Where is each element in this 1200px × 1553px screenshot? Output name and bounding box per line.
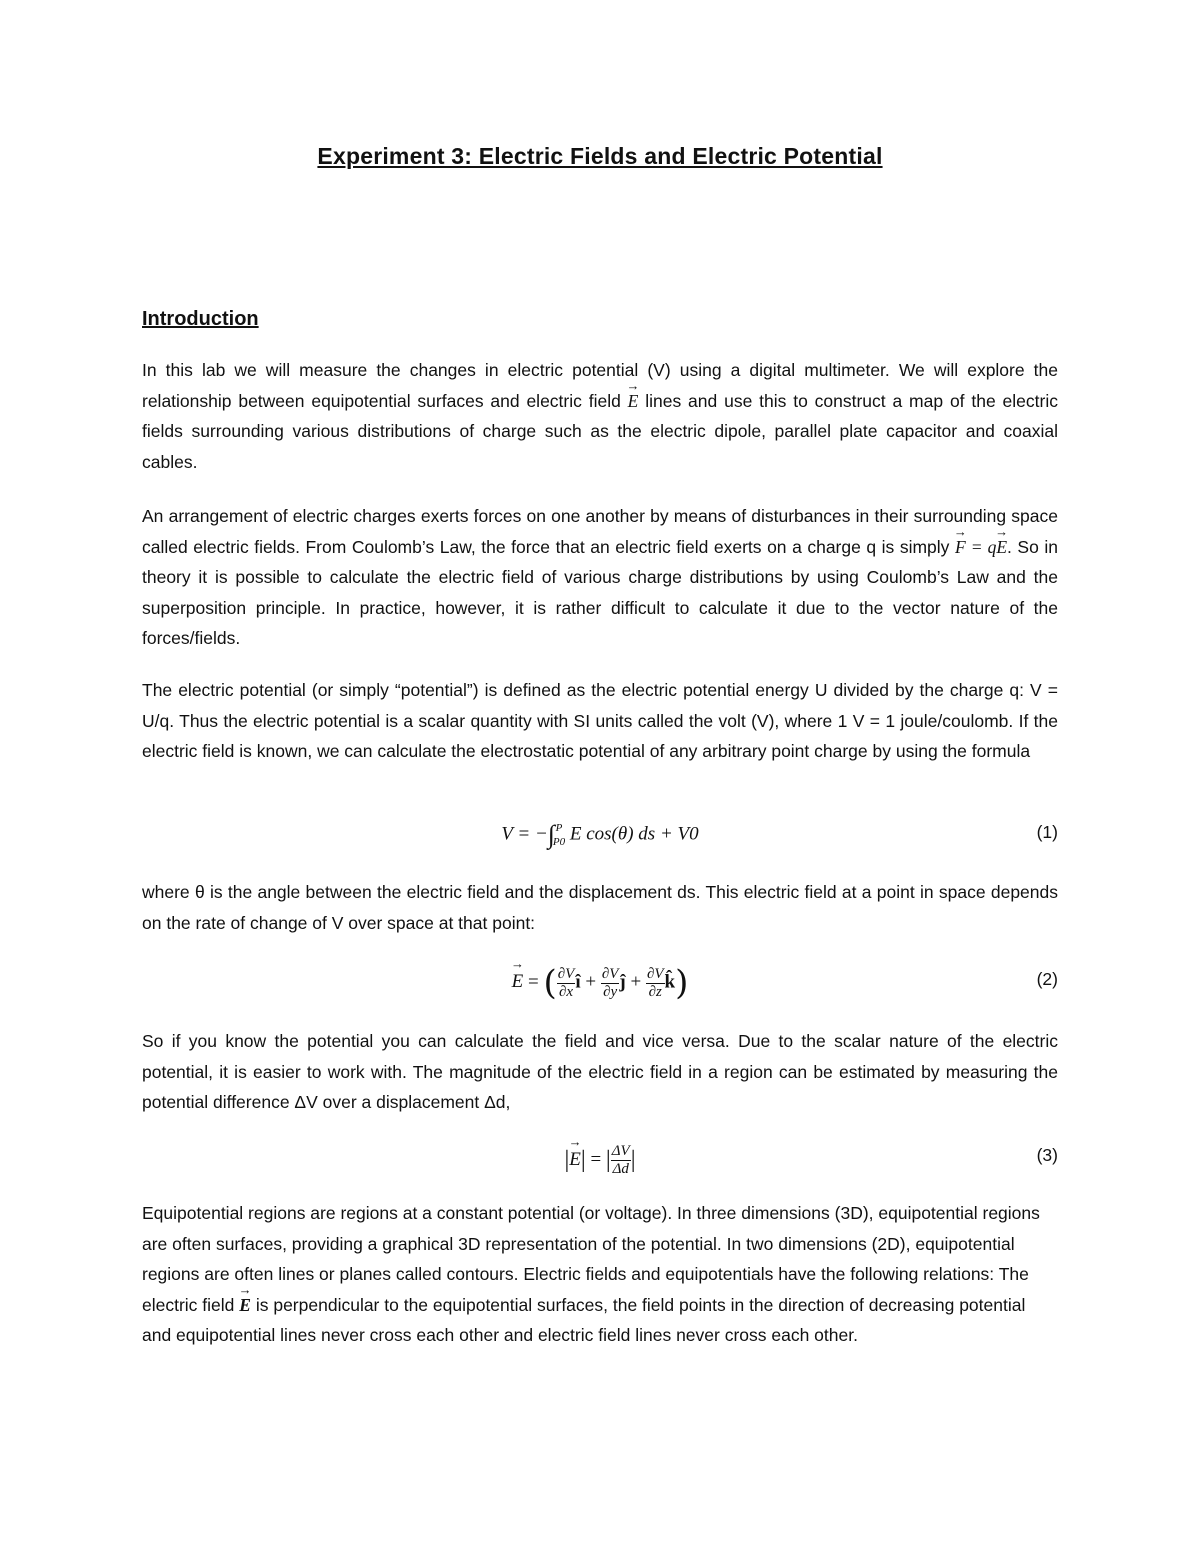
paragraph-text: The electric potential (or simply “potential”) is defined as the electric potential energy U divided by the charge q: V = U/q. Thus the electric potential is a scalar quantity with SI units called the volt (V), where 1 V = 1 joule/coulomb. If the electric field is known, we can calculate the electrostatic potential of any arbitrary point charge by using the formula bbox=[142, 680, 1058, 761]
vector-f-symbol: → F bbox=[955, 532, 966, 563]
paragraph-text: where θ is the angle between the electric field and the displacement ds. This electric field at a point in space depends on the rate of change of V over space at that point: bbox=[142, 882, 1058, 933]
equation-3 bbox=[142, 1135, 1058, 1183]
paragraph-potential bbox=[142, 675, 1058, 767]
section-heading-introduction: Introduction bbox=[142, 308, 259, 330]
document-title: Experiment 3: Electric Fields and Electric Potential bbox=[317, 143, 883, 169]
equation-2 bbox=[142, 955, 1058, 1003]
integral-symbol: ∫ bbox=[547, 820, 555, 849]
equals-symbol: = bbox=[965, 536, 988, 557]
vector-e-symbol: → E bbox=[996, 532, 1007, 563]
integral-upper: P bbox=[555, 822, 563, 834]
paragraph-text: Equipotential regions are regions at a constant potential (or voltage). In three dimensions (3D), equipotential regions are often surfaces, providing a graphical 3D representation of the potential. In two dimensions (2D), equipotential regions are often lines or planes called contours. Electric fields and equipotentials have the following relations: The electric field bbox=[142, 1203, 1040, 1315]
equation-3-number: (3) bbox=[1036, 1145, 1058, 1165]
vector-e-symbol: → E bbox=[628, 386, 639, 417]
fraction-dv-dd: $\frac{\Delta V}{\Delta d}$ bbox=[611, 1143, 630, 1177]
paragraph-text: lines and use this to construct a map of the electric fields surrounding various distributions of charge such as the electric dipole, parallel plate capacitor and coaxial cables. bbox=[142, 390, 1058, 472]
paragraph-text: is perpendicular to the equipotential surfaces, the field points in the direction of decreasing potential and equipotential lines never cross each other and electric field lines never cross each other. bbox=[142, 1294, 1026, 1345]
equation-1 bbox=[142, 812, 1058, 860]
equation-2-body: → E = ( $\frac{\partial V}{\partial x}$ î + $\frac{\partial V}{\partial y}$ ĵ + $\frac{\partial V}{\partial z}$ k̂) bbox=[142, 963, 1058, 1003]
fraction-dv-dy: $\frac{\partial V}{\partial y}$ bbox=[601, 965, 619, 1000]
unit-vector-i: î bbox=[575, 971, 581, 993]
eq1-lhs: V = − bbox=[501, 823, 548, 845]
charge-q-symbol: q bbox=[987, 536, 997, 557]
unit-vector-j: ĵ bbox=[619, 971, 626, 993]
fraction-dv-dx: $\frac{\partial V}{\partial x}$ bbox=[557, 965, 575, 1000]
paragraph-angle bbox=[142, 877, 1058, 938]
vector-e-symbol: → E bbox=[239, 1290, 251, 1321]
paragraph-intro bbox=[142, 355, 1058, 477]
paragraph-equipotential bbox=[142, 1198, 1058, 1351]
fraction-dv-dz: $\frac{\partial V}{\partial z}$ bbox=[646, 965, 664, 1000]
paragraph-text: . So in theory it is possible to calculate the electric field of various charge distributions by using Coulomb’s Law and the superposition principle. In practice, however, it is rather difficult to calculate it due to the vector nature of the forces/fields. bbox=[142, 536, 1058, 648]
paragraph-coulomb bbox=[142, 501, 1058, 654]
equation-1-number: (1) bbox=[1036, 822, 1058, 842]
paragraph-text: In this lab we will measure the changes in electric potential (V) using a digital multimeter. We will explore the relationship between equipotential surfaces and electric field bbox=[142, 360, 1058, 411]
eq1-body: E cos(θ) ds + V0 bbox=[569, 823, 699, 845]
equation-1-body bbox=[142, 820, 1058, 850]
paragraph-field-estimate bbox=[142, 1026, 1058, 1118]
equation-2-number: (2) bbox=[1036, 969, 1058, 989]
integral-lower: P0 bbox=[552, 836, 566, 848]
paragraph-text: An arrangement of electric charges exerts forces on one another by means of disturbances in their surrounding space called electric fields. From Coulomb’s Law, the force that an electric field exerts on a charge q is simply bbox=[142, 506, 1058, 557]
paragraph-text: So if you know the potential you can calculate the field and vice versa. Due to the scalar nature of the electric potential, it is easier to work with. The magnitude of the electric field in a region can be estimated by measuring the potential difference ΔV over a displacement Δd, bbox=[142, 1031, 1058, 1112]
unit-vector-k: k̂ bbox=[664, 971, 676, 993]
eq3-vector-e: → E bbox=[569, 1149, 581, 1171]
integral-limits bbox=[553, 821, 565, 849]
equation-3-body: |→ E| = | $\frac{\Delta V}{\Delta d}$ | bbox=[142, 1143, 1058, 1178]
eq2-lhs: → E bbox=[512, 971, 524, 993]
